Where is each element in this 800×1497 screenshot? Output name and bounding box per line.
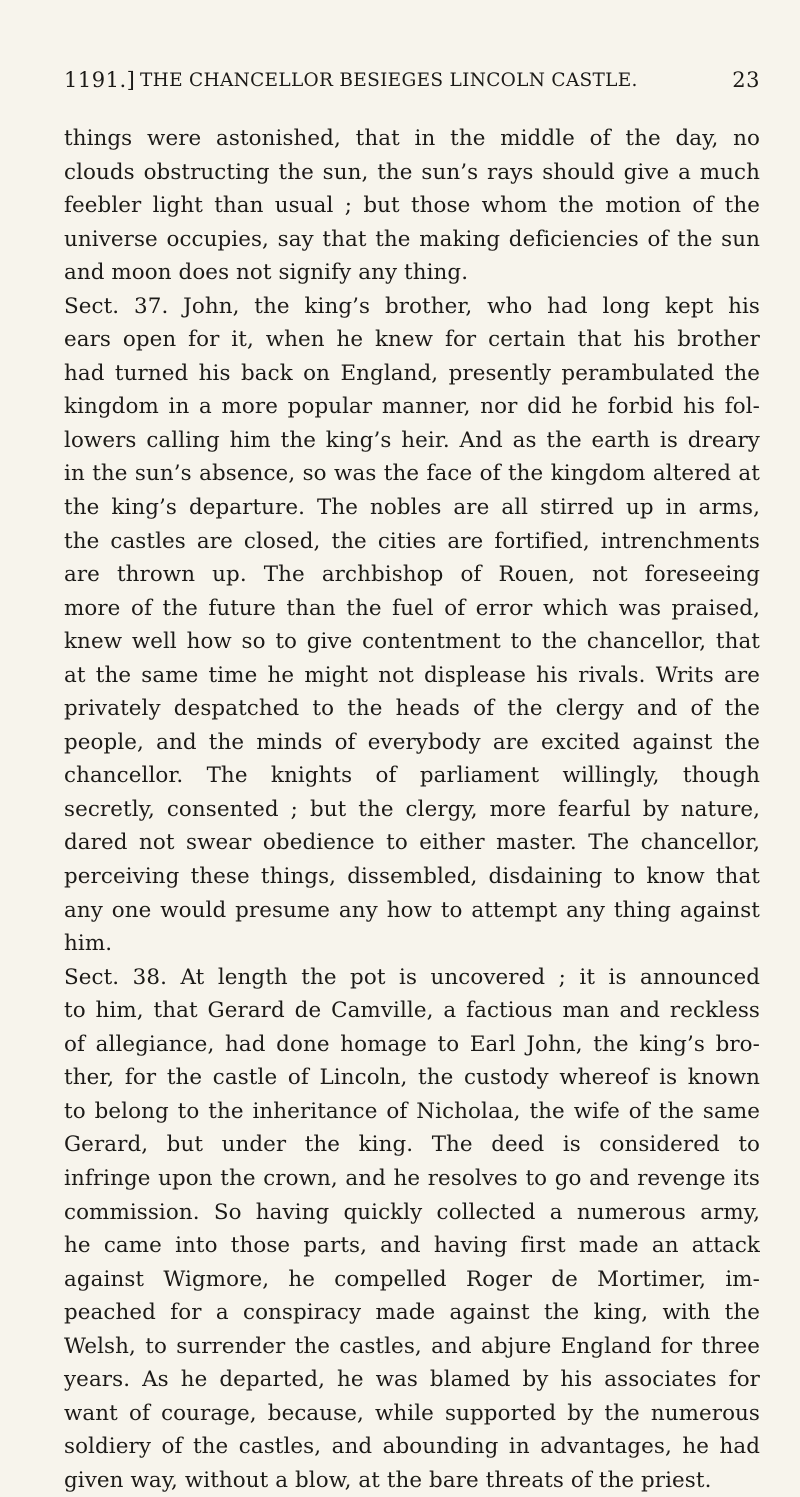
- text-line: Sect. 38. At length the pot is uncovered ; it is announced: [64, 964, 760, 990]
- text-line: of allegiance, had done homage to Earl John, the king’s bro-: [64, 1031, 760, 1057]
- text-line: more of the future than the fuel of error which was praised,: [64, 595, 760, 621]
- running-header: [64, 68, 760, 108]
- text-line: clouds obstructing the sun, the sun’s rays should give a much: [64, 159, 760, 185]
- text-line: Gerard, but under the king. The deed is considered to: [64, 1132, 760, 1158]
- text-line: Welsh, to surrender the castles, and abjure England for three: [64, 1333, 760, 1359]
- text-line: kingdom in a more popular manner, nor did he forbid his fol-: [64, 394, 760, 420]
- body-text: [64, 122, 760, 1497]
- text-line: chancellor. The knights of parliament willingly, though: [64, 763, 760, 789]
- text-line: in the sun’s absence, so was the face of the kingdom altered at: [64, 461, 760, 487]
- text-line: lowers calling him the king’s heir. And as the earth is dreary: [64, 427, 760, 453]
- text-line: he came into those parts, and having first made an attack: [64, 1233, 760, 1259]
- text-line: people, and the minds of everybody are excited against the: [64, 729, 760, 755]
- text-line: infringe upon the crown, and he resolves to go and revenge its: [64, 1165, 760, 1191]
- header-title: THE CHANCELLOR BESIEGES LINCOLN CASTLE.: [140, 70, 638, 91]
- text-line: to belong to the inheritance of Nicholaa, the wife of the same: [64, 1098, 760, 1124]
- text-line: commission. So having quickly collected a numerous army,: [64, 1199, 760, 1225]
- page-number: 23: [732, 68, 760, 92]
- text-line: Sect. 37. John, the king’s brother, who had long kept his: [64, 293, 760, 319]
- text-line: universe occupies, say that the making deficiencies of the sun: [64, 226, 760, 252]
- text-line: secretly, consented ; but the clergy, more fearful by nature,: [64, 796, 760, 822]
- text-line: are thrown up. The archbishop of Rouen, not foreseeing: [64, 562, 760, 588]
- text-line: ears open for it, when he knew for certain that his brother: [64, 327, 760, 353]
- text-line: dared not swear obedience to either master. The chancellor,: [64, 830, 760, 856]
- text-line: soldiery of the castles, and abounding in advantages, he had: [64, 1434, 760, 1460]
- text-line: perceiving these things, dissembled, disdaining to know that: [64, 864, 760, 890]
- text-line: to him, that Gerard de Camville, a factious man and reckless: [64, 998, 760, 1024]
- text-line: given way, without a blow, at the bare threats of the priest.: [64, 1467, 712, 1493]
- text-line: any one would presume any how to attempt any thing against: [64, 897, 760, 923]
- text-line: knew well how so to give contentment to the chancellor, that: [64, 629, 760, 655]
- text-line: want of courage, because, while supported by the numerous: [64, 1400, 760, 1426]
- text-line: privately despatched to the heads of the clergy and of the: [64, 696, 760, 722]
- text-line: and moon does not signify any thing.: [64, 260, 469, 286]
- header-year: 1191.]: [64, 68, 136, 92]
- text-line: years. As he departed, he was blamed by his associates for: [64, 1367, 760, 1393]
- text-line: the king’s departure. The nobles are all stirred up in arms,: [64, 495, 760, 521]
- text-line: feebler light than usual ; but those whom the motion of the: [64, 193, 760, 219]
- text-line: had turned his back on England, presently perambulated the: [64, 360, 760, 386]
- text-line: peached for a conspiracy made against the king, with the: [64, 1300, 760, 1326]
- text-line: him.: [64, 931, 113, 957]
- text-line: the castles are closed, the cities are fortified, intrenchments: [64, 528, 760, 554]
- text-line: ther, for the castle of Lincoln, the custody whereof is known: [64, 1065, 760, 1091]
- text-line: against Wigmore, he compelled Roger de Mortimer, im-: [64, 1266, 760, 1292]
- text-line: things were astonished, that in the middle of the day, no: [64, 126, 760, 151]
- text-line: at the same time he might not displease his rivals. Writs are: [64, 662, 760, 688]
